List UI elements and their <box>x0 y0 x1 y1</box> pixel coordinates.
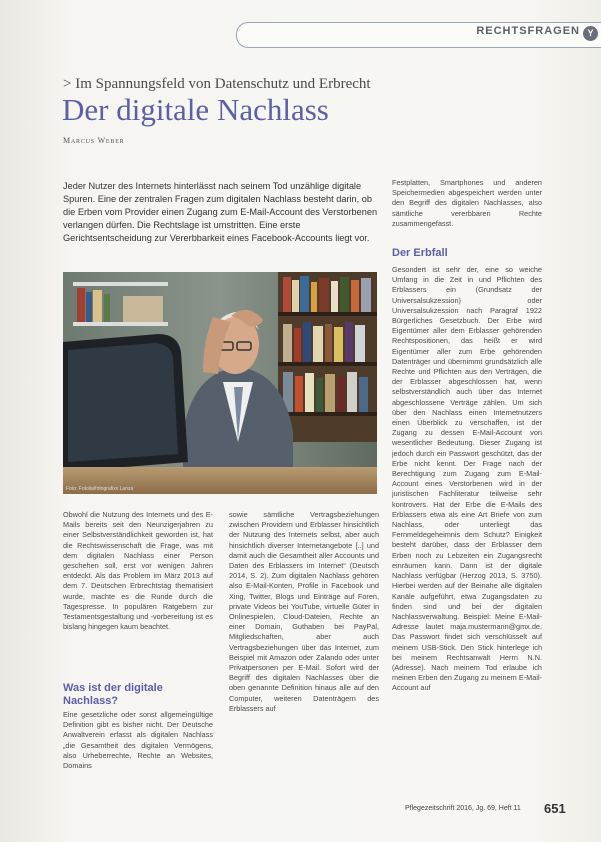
article-kicker: > Im Spannungsfeld von Datenschutz und Erbrecht <box>63 76 371 92</box>
heading-digitaler-nachlass: Was ist der digitale Nachlass? <box>63 682 163 707</box>
section-tab <box>236 22 601 48</box>
journal-reference: Pflegezeitschrift 2016, Jg. 69, Heft 11 <box>405 805 521 812</box>
middle-column-body: sowie sämtliche Vertragsbeziehungen zwischen Providern und Erblasser hinsichtlich der Nutzung des Internets selbst, aber auch hinsichtlich diverser Internetangebote [..] und damit auch die Gesamtheit aller Accounts und Daten des Erblassers im Internet“ (Deutsch 2014, S. 2). Zum digitalen Nachlass gehören also E-Mail-Konten, Profile in Facebook und Xing, Twitter, Blogs und Einträge auf Foren, private Videos bei YouTube, virtuelle Güter in Onlinespielen, Cloud-Dateien, Rechte an einer Domain, Guthaben bei PayPal, Mitgliedschaften, aber auch Vertragsbeziehungen über das Internet, zum Beispiel mit Amazon oder Zalando oder unter Privatpersonen per E-Mail. Sofort wird der Begriff des digitalen Nachlasses über die oben genannte Definition hinaus alle auf den Computer, weiteren Datenträgern des Erblassers auf <box>229 510 379 713</box>
right-column-body: Gesondert ist sehr der, eine so weiche Umfang in die Zeit in und Pflichten des Erblassers ein (Grundsatz der Universalsukzession) oder Universalsukzession nach Paragraf 1922 Bürgerliches Gesetzbuch. Der Erbe wird Eigentümer aller dem Erblasser gehörenden Rechtspositionen, das heißt er wird Eigentümer aller zum Erbe gehörenden Datenträger und übernimmt grundsätzlich alle Rechte und Pflichten aus den Verträgen, die der Erblasser abgeschlossen hat, wenn selbstverständlich auch über das Internet abgeschlossene Verträge zählen. Um sich über den Nachlass einen Internetnutzers einen Überblick zu verschaffen, ist der Zugang zu dessen E-Mail-Account von wesentlicher Bedeutung. Dieser Zugang ist jedoch durch ein Passwort geschützt, das der Erbe nicht kennt. Der Frage nach der Berechtigung zum Zugang zum E-Mail-Account eines Verstorbenen wird in der juristischen Fachliteratur teilweise sehr kontrovers. Hat der Erbe die E-Mails des Erblassers etwa als eine Art Briefe von zum Nachlass, oder unterliegt das Fernmeldegeheimnis dem Schutz? Einigkeit besteht darüber, dass der Erblasser dem Erben noch zu Lebzeiten ein Zugangsrecht einräumen kann. Dann ist der digitale Nachlass verfügbar (Herzog 2013, S. 3750). Hierbei werden auf der Beinahe alle digitalen Kanäle aufgeführt, etwa Zugangsdaten zu finden sind und bei der digitalen Nachlassverwaltung. Beispiel: Meine E-Mail-Adresse lautet maja.mustermann@gmx.de. Das Passwort findet sich verschlüsselt auf meinem USB-Stick. Den Stick hinterlege ich bei meinem Rechtsanwalt Herrn N.N. (Adresse). Nach meinem Tod erlaube ich meinen Erben den Zugang zu meinem E-Mail-Account auf <box>392 265 542 693</box>
article-title: Der digitale Nachlass <box>62 92 329 127</box>
monitor <box>63 334 188 472</box>
man-at-computer-illustration <box>63 272 377 494</box>
bookshelf-right <box>278 272 377 442</box>
page-number: 651 <box>544 801 566 816</box>
section-label: RECHTSFRAGEN <box>476 25 580 37</box>
heading-erbfall: Der Erbfall <box>392 247 448 259</box>
article-photo <box>63 272 377 494</box>
left-column-intro: Obwohl die Nutzung des Internets und des E-Mails bereits seit den Neunzigerjahren zu einer Selbstverständlichkeit geworden ist, hat die Rechtswissenschaft die Frage, was mit dem digitalen Nachlass einer Person geschehen soll, erst vor wenigen Jahren entdeckt. Als das Problem im März 2013 auf dem 7. Deutschen Erbrechtstag thematisiert wurde, machte es die Runde durch die Tagespresse. In populären Ratgebern zur Testamentsgestaltung und -vorbereitung ist es bislang hingegen kaum beachtet. <box>63 510 213 632</box>
image-credit: Foto: Fotolia/fotografixx Lanza <box>66 486 134 492</box>
article-author: Marcus Weber <box>63 136 125 145</box>
article-lead: Jeder Nutzer des Internets hinterlässt nach seinem Tod unzählige digitale Spuren. Eine der zentralen Fragen zum digitalen Nachlass besteht darin, ob die Erben vom Provider einen Zugang zum E-Mail-Account des Verstorbenen verlangen dürfen. Die Rechtslage ist umstritten. Eine erste Gerichtsentscheidung zur Vererbbarkeit eines Facebook-Accounts liegt vor. <box>63 181 378 243</box>
right-column-intro: Festplatten, Smartphones und anderen Speichermedien abgespeichert werden unter den Begriff des digitalen Nachlasses, also sämtliche vererbbaren Rechte zusammengefasst. <box>392 178 542 228</box>
section-icon: Y <box>583 26 598 41</box>
left-column-body: Eine gesetzliche oder sonst allgemeingültige Definition gibt es bisher nicht. Der Deutsche Anwaltverein erfasst als digitalen Nachlass „die Gesamtheit des digitalen Vermögens, also Urheberrechte, Rechte an Websites, Domains <box>63 710 213 771</box>
